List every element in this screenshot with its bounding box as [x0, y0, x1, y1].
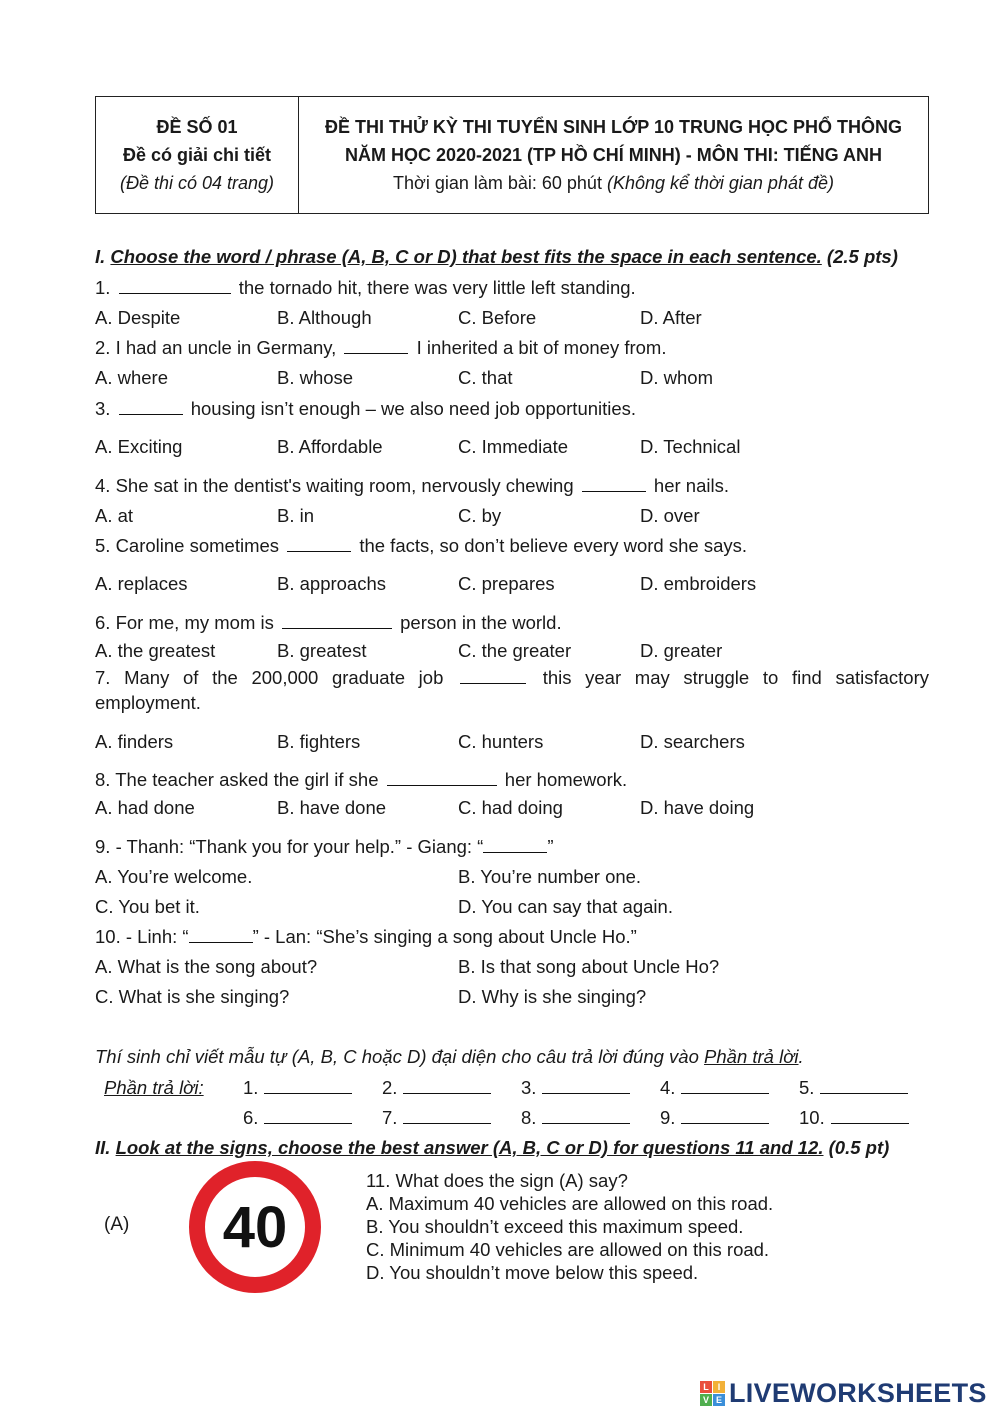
exam-time: [393, 173, 834, 194]
answer-slot-10-number: 10.: [799, 1107, 825, 1128]
question-6-post: person in the world.: [395, 612, 562, 633]
question-3: [95, 398, 636, 420]
logo-letter-i: I: [713, 1381, 725, 1393]
answer-instruction: [95, 1046, 804, 1068]
question-4-blank[interactable]: [582, 490, 646, 492]
question-4-pre: 4. She sat in the dentist's waiting room, nervously chewing: [95, 475, 579, 496]
answer-slot-3[interactable]: [521, 1077, 630, 1099]
answer-slot-5-number: 5.: [799, 1077, 815, 1098]
q2-option-b[interactable]: B. whose: [277, 367, 354, 388]
answer-slot-7-line[interactable]: [403, 1122, 491, 1124]
answer-slot-7[interactable]: [382, 1107, 491, 1129]
q11-option-a[interactable]: A. Maximum 40 vehicles are allowed on this road.: [366, 1193, 774, 1214]
logo-letter-e: E: [713, 1394, 725, 1406]
q5-option-d[interactable]: D. embroiders: [640, 573, 757, 594]
q3-option-a[interactable]: A. Exciting: [95, 436, 183, 457]
answer-slot-5-line[interactable]: [820, 1092, 908, 1094]
question-4-post: her nails.: [648, 475, 729, 496]
section-1-number: I.: [95, 246, 111, 267]
exam-header-right: [299, 97, 928, 213]
exam-page-count: (Đề thi có 04 trang): [119, 172, 275, 193]
q3-option-b[interactable]: B. Affordable: [277, 436, 383, 457]
answer-slot-7-number: 7.: [382, 1107, 398, 1128]
answer-slot-6-line[interactable]: [264, 1122, 352, 1124]
exam-header-left: [96, 97, 299, 213]
q5-option-b[interactable]: B. approachs: [277, 573, 387, 594]
question-4: [95, 475, 729, 497]
answer-slot-2[interactable]: [382, 1077, 491, 1099]
q10-option-c[interactable]: C. What is she singing?: [95, 986, 290, 1007]
q6-option-c[interactable]: C. the greater: [458, 640, 572, 661]
question-3-post: housing isn’t enough – we also need job opportunities.: [185, 398, 637, 419]
question-1-post: the tornado hit, there was very little left standing.: [233, 277, 636, 298]
question-8: [95, 769, 627, 791]
question-1-blank[interactable]: [119, 292, 231, 294]
question-11-stem: 11. What does the sign (A) say?: [366, 1170, 628, 1191]
q4-option-d[interactable]: D. over: [640, 505, 700, 526]
q9-option-a[interactable]: A. You’re welcome.: [95, 866, 253, 887]
answer-slot-1-line[interactable]: [264, 1092, 352, 1094]
q3-option-c[interactable]: C. Immediate: [458, 436, 569, 457]
exam-header: [95, 96, 929, 214]
question-7: [95, 667, 929, 689]
q5-option-a[interactable]: A. replaces: [95, 573, 188, 594]
question-8-pre: 8. The teacher asked the girl if she: [95, 769, 384, 790]
question-5: [95, 535, 747, 557]
question-10-blank[interactable]: [189, 941, 253, 943]
logo-letter-v: V: [700, 1394, 712, 1406]
q9-option-d[interactable]: D. You can say that again.: [458, 896, 673, 917]
question-1-pre: 1.: [95, 277, 116, 298]
question-7-post: this year may struggle to find satisfactory: [529, 667, 929, 688]
q8-option-c[interactable]: C. had doing: [458, 797, 563, 818]
answer-slot-9-number: 9.: [660, 1107, 676, 1128]
liveworksheets-logo-icon: [700, 1381, 725, 1406]
exam-detail-note: Đề có giải chi tiết: [122, 144, 272, 165]
q11-option-d[interactable]: D. You shouldn’t move below this speed.: [366, 1262, 699, 1283]
sign-a-label: (A): [104, 1214, 130, 1235]
answer-slot-8-line[interactable]: [542, 1122, 630, 1124]
section-1-title: Choose the word / phrase (A, B, C or D) that best fits the space in each sentence.: [110, 246, 822, 267]
q11-option-c[interactable]: C. Minimum 40 vehicles are allowed on this road.: [366, 1239, 770, 1260]
question-6-pre: 6. For me, my mom is: [95, 612, 279, 633]
q1-option-d[interactable]: D. After: [640, 307, 702, 328]
q11-option-b[interactable]: B. You shouldn’t exceed this maximum speed.: [366, 1216, 744, 1237]
answer-slot-3-line[interactable]: [542, 1092, 630, 1094]
question-2: [95, 337, 666, 359]
question-9-post: ”: [547, 836, 554, 857]
q10-option-a[interactable]: A. What is the song about?: [95, 956, 318, 977]
answer-slot-1[interactable]: [243, 1077, 352, 1099]
exam-title-line2: NĂM HỌC 2020-2021 (TP HỒ CHÍ MINH) - MÔN THI: TIẾNG ANH: [344, 144, 883, 165]
answer-slot-8-number: 8.: [521, 1107, 537, 1128]
answer-slot-1-number: 1.: [243, 1077, 259, 1098]
question-7-continuation: employment.: [95, 692, 201, 713]
answer-slot-9-line[interactable]: [681, 1122, 769, 1124]
question-5-blank[interactable]: [287, 550, 351, 552]
question-6-blank[interactable]: [282, 627, 392, 629]
q2-option-a[interactable]: A. where: [95, 367, 169, 388]
q9-option-c[interactable]: C. You bet it.: [95, 896, 200, 917]
question-7-pre: 7. Many of the 200,000 graduate job: [95, 667, 458, 688]
q8-option-b[interactable]: B. have done: [277, 797, 387, 818]
q7-option-a[interactable]: A. finders: [95, 731, 174, 752]
instruction-end: .: [798, 1046, 804, 1067]
section-1-points: (2.5 pts): [821, 246, 898, 267]
q8-option-d[interactable]: D. have doing: [640, 797, 755, 818]
q6-option-d[interactable]: D. greater: [640, 640, 723, 661]
answer-slot-9[interactable]: [660, 1107, 769, 1129]
q1-option-c[interactable]: C. Before: [458, 307, 537, 328]
q5-option-c[interactable]: C. prepares: [458, 573, 555, 594]
question-2-blank[interactable]: [344, 352, 408, 354]
exam-time-note: (Không kể thời gian phát đề): [606, 172, 834, 193]
question-3-blank[interactable]: [119, 413, 183, 415]
answer-slot-5[interactable]: [799, 1077, 908, 1099]
question-5-pre: 5. Caroline sometimes: [95, 535, 285, 556]
answer-slot-8[interactable]: [521, 1107, 630, 1129]
answer-slot-6[interactable]: [243, 1107, 352, 1129]
q10-option-d[interactable]: D. Why is she singing?: [458, 986, 647, 1007]
q4-option-b[interactable]: B. in: [277, 505, 315, 526]
answer-slot-4-number: 4.: [660, 1077, 676, 1098]
q2-option-c[interactable]: C. that: [458, 367, 513, 388]
answer-slot-4[interactable]: [660, 1077, 769, 1099]
question-7-blank[interactable]: [460, 682, 526, 684]
question-10-pre: 10. - Linh: “: [95, 926, 189, 947]
q7-option-c[interactable]: C. hunters: [458, 731, 544, 752]
q4-option-a[interactable]: A. at: [95, 505, 134, 526]
question-5-post: the facts, so don’t believe every word she says.: [354, 535, 747, 556]
question-6: [95, 612, 562, 634]
q6-option-b[interactable]: B. greatest: [277, 640, 367, 661]
question-8-blank[interactable]: [387, 784, 497, 786]
logo-letter-l: L: [700, 1381, 712, 1393]
question-10: [95, 926, 637, 948]
answer-slot-2-number: 2.: [382, 1077, 398, 1098]
liveworksheets-watermark: [700, 1378, 987, 1409]
question-8-post: her homework.: [499, 769, 628, 790]
speed-limit-sign-icon: [188, 1160, 322, 1294]
answer-slot-10[interactable]: [799, 1107, 909, 1129]
question-2-post: I inherited a bit of money from.: [411, 337, 667, 358]
question-9: [95, 836, 554, 858]
liveworksheets-text: LIVEWORKSHEETS: [729, 1378, 987, 1408]
instruction-answer-link: Phần trả lời: [704, 1046, 799, 1067]
answer-slot-4-line[interactable]: [681, 1092, 769, 1094]
answer-slot-3-number: 3.: [521, 1077, 537, 1098]
answer-slot-6-number: 6.: [243, 1107, 259, 1128]
q6-option-a[interactable]: A. the greatest: [95, 640, 216, 661]
question-9-blank[interactable]: [483, 851, 547, 853]
exam-code: ĐỀ SỐ 01: [156, 116, 238, 137]
section-2-points: (0.5 pt): [823, 1137, 890, 1158]
q8-option-a[interactable]: A. had done: [95, 797, 195, 818]
question-10-post: ” - Lan: “She’s singing a song about Uncle Ho.”: [252, 926, 637, 947]
q2-option-d[interactable]: D. whom: [640, 367, 713, 388]
exam-time-text: Thời gian làm bài: 60 phút: [393, 172, 607, 193]
q9-option-b[interactable]: B. You’re number one.: [458, 866, 642, 887]
section-2-number: II.: [95, 1137, 116, 1158]
instruction-text: Thí sinh chỉ viết mẫu tự (A, B, C hoặc D) đại diện cho câu trả lời đúng vào: [95, 1046, 705, 1067]
answer-slot-10-line[interactable]: [831, 1122, 909, 1124]
section-1-heading: [95, 246, 898, 268]
q4-option-c[interactable]: C. by: [458, 505, 502, 526]
question-3-pre: 3.: [95, 398, 116, 419]
q1-option-a[interactable]: A. Despite: [95, 307, 181, 328]
q3-option-d[interactable]: D. Technical: [640, 436, 741, 457]
answer-slot-2-line[interactable]: [403, 1092, 491, 1094]
section-2-title: Look at the signs, choose the best answer (A, B, C or D) for questions 11 and 12.: [115, 1137, 824, 1158]
q7-option-d[interactable]: D. searchers: [640, 731, 745, 752]
question-9-pre: 9. - Thanh: “Thank you for your help.” - Giang: “: [95, 836, 484, 857]
exam-title-line1: ĐỀ THI THỬ KỲ THI TUYỂN SINH LỚP 10 TRUNG HỌC PHỔ THÔNG: [325, 116, 902, 137]
sign-value: 40: [222, 1195, 288, 1260]
answer-sheet-label: Phần trả lời:: [104, 1077, 204, 1098]
question-1: [95, 277, 636, 299]
section-2-heading: [95, 1137, 889, 1159]
q1-option-b[interactable]: B. Although: [277, 307, 372, 328]
q7-option-b[interactable]: B. fighters: [277, 731, 361, 752]
question-2-pre: 2. I had an uncle in Germany,: [95, 337, 342, 358]
q10-option-b[interactable]: B. Is that song about Uncle Ho?: [458, 956, 720, 977]
